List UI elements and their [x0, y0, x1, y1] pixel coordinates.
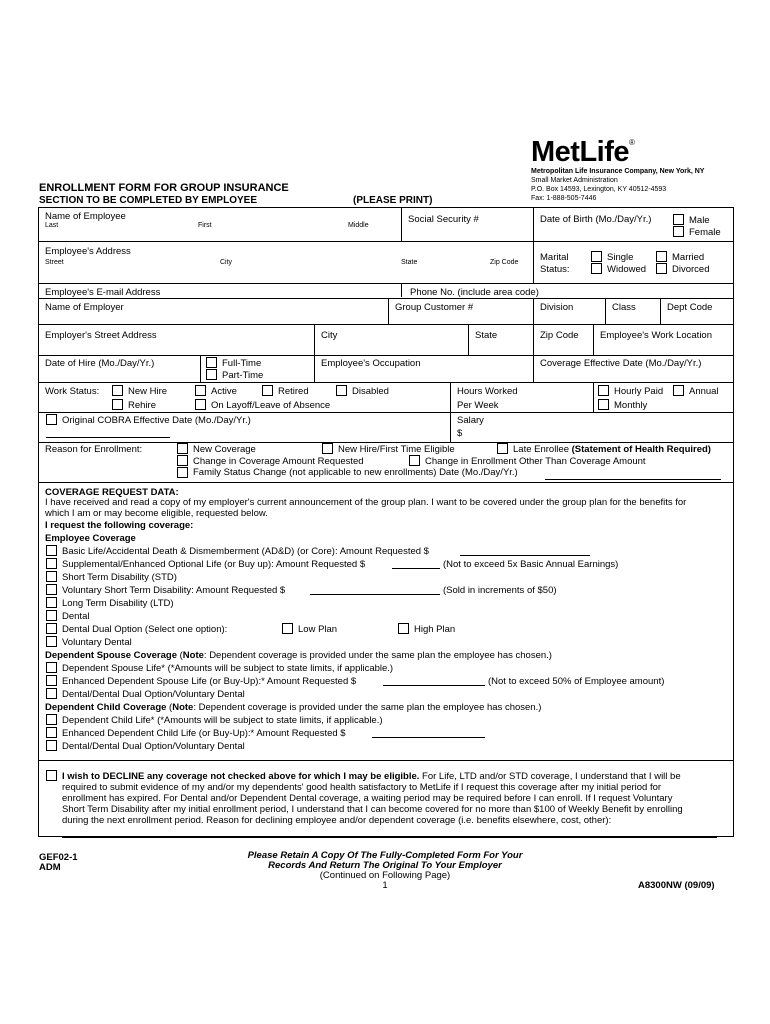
cobra-label: Original COBRA Effective Date (Mo./Day/Yr.)	[62, 415, 251, 426]
dept-label: Dept Code	[667, 302, 713, 313]
active-checkbox[interactable]	[195, 385, 206, 396]
street-label: Street	[45, 259, 64, 266]
supplemental-life-checkbox[interactable]	[46, 558, 57, 569]
layoff-checkbox[interactable]	[195, 399, 206, 410]
rehire-label: Rehire	[128, 400, 156, 411]
new-coverage-checkbox[interactable]	[177, 443, 188, 454]
layoff-label: On Layoff/Leave of Absence	[211, 400, 331, 411]
divorced-label: Divorced	[672, 264, 710, 275]
child-life-label: Dependent Child Life* (*Amounts will be subject to state limits, if applicable.)	[62, 715, 383, 726]
spouse-dental-label: Dental/Dental Dual Option/Voluntary Dental	[62, 689, 245, 700]
please-print: (PLEASE PRINT)	[353, 195, 433, 206]
family-status-checkbox[interactable]	[177, 467, 188, 478]
spouse-enhanced-label: Enhanced Dependent Spouse Life (or Buy-Up):* Amount Requested $	[62, 676, 357, 687]
company-fax: Fax: 1-888-505-7446	[531, 195, 597, 202]
dental-label: Dental	[62, 611, 90, 622]
dental-checkbox[interactable]	[46, 610, 57, 621]
middle-label: Middle	[348, 222, 369, 229]
new-hire-checkbox[interactable]	[112, 385, 123, 396]
continued-note: (Continued on Following Page)	[319, 870, 451, 881]
new-hire-first-label: New Hire/First Time Eligible	[338, 444, 455, 455]
late-enrollee-label: Late Enrollee (Statement of Health Required)	[513, 444, 711, 455]
group-label: Group Customer #	[395, 302, 474, 313]
reason-label: Reason for Enrollment:	[45, 444, 143, 455]
spouse-coverage-heading: Dependent Spouse Coverage (Note: Dependent coverage is provided under the same plan the employee has chosen.)	[45, 650, 552, 661]
coverage-heading: COVERAGE REQUEST DATA:	[45, 487, 179, 498]
spouse-enhanced-note: (Not to exceed 50% of Employee amount)	[488, 676, 665, 687]
low-plan-label: Low Plan	[298, 624, 338, 635]
per-week-label: Per Week	[457, 400, 499, 411]
high-plan-label: High Plan	[414, 624, 456, 635]
change-amount-label: Change in Coverage Amount Requested	[193, 456, 364, 467]
retired-checkbox[interactable]	[262, 385, 273, 396]
name-label: Name of Employee	[45, 211, 126, 222]
divorced-checkbox[interactable]	[656, 263, 667, 274]
hourly-label: Hourly Paid	[614, 386, 664, 397]
dob-label: Date of Birth (Mo./Day/Yr.)	[540, 214, 652, 225]
spouse-life-label: Dependent Spouse Life* (*Amounts will be subject to state limits, if applicable.)	[62, 663, 394, 674]
salary-label: Salary	[457, 415, 484, 426]
supplemental-life-note: (Not to exceed 5x Basic Annual Earnings)	[443, 559, 619, 570]
emp-state-label: State	[475, 330, 498, 341]
coverage-effective-label: Coverage Effective Date (Mo./Day/Yr.)	[540, 358, 702, 369]
change-enrollment-checkbox[interactable]	[409, 455, 420, 466]
active-label: Active	[211, 386, 237, 397]
emp-zip-label: Zip Code	[540, 330, 579, 341]
address-label: Employee's Address	[45, 246, 131, 257]
voluntary-std-note: (Sold in increments of $50)	[443, 585, 557, 596]
cobra-checkbox[interactable]	[46, 414, 57, 425]
fulltime-checkbox[interactable]	[206, 357, 217, 368]
decline-checkbox[interactable]	[46, 770, 57, 781]
child-dental-checkbox[interactable]	[46, 740, 57, 751]
form-code-2: ADM	[39, 862, 61, 873]
parttime-label: Part-Time	[222, 370, 264, 381]
late-enrollee-checkbox[interactable]	[497, 443, 508, 454]
spouse-dental-checkbox[interactable]	[46, 688, 57, 699]
disabled-label: Disabled	[352, 386, 389, 397]
spouse-enhanced-checkbox[interactable]	[46, 675, 57, 686]
ssn-label: Social Security #	[408, 214, 479, 225]
spouse-life-checkbox[interactable]	[46, 662, 57, 673]
dental-dual-label: Dental Dual Option (Select one option):	[62, 624, 228, 635]
dental-dual-checkbox[interactable]	[46, 623, 57, 634]
voluntary-dental-checkbox[interactable]	[46, 636, 57, 647]
widowed-checkbox[interactable]	[591, 263, 602, 274]
company-address: P.O. Box 14593, Lexington, KY 40512-4593	[531, 186, 667, 193]
coverage-request-label: I request the following coverage:	[45, 520, 194, 531]
fulltime-label: Full-Time	[222, 358, 262, 369]
form-number: A8300NW (09/09)	[638, 880, 715, 891]
child-life-checkbox[interactable]	[46, 714, 57, 725]
class-label: Class	[612, 302, 636, 313]
basic-life-label: Basic Life/Accidental Death & Dismemberment (AD&D) (or Core): Amount Requested $	[62, 546, 429, 557]
change-amount-checkbox[interactable]	[177, 455, 188, 466]
supplemental-life-label: Supplemental/Enhanced Optional Life (or Buy up): Amount Requested $	[62, 559, 366, 570]
monthly-checkbox[interactable]	[598, 399, 609, 410]
decline-line-4: Short Term Disability after my initial enrollment period, I understand that I can become covered for no more than $100 of Weekly Benefit by enrolling	[62, 804, 683, 815]
married-label: Married	[672, 252, 705, 263]
ltd-label: Long Term Disability (LTD)	[62, 598, 174, 609]
hourly-checkbox[interactable]	[598, 385, 609, 396]
male-label: Male	[689, 215, 710, 226]
metlife-logo: MetLife®	[531, 136, 635, 168]
decline-line-1: I wish to DECLINE any coverage not checked above for which I may be eligible. For Life, LTD and/or STD coverage, I understand that I will be	[62, 771, 681, 782]
annual-label: Annual	[689, 386, 719, 397]
email-label: Employee's E-mail Address	[45, 287, 161, 298]
city-label: City	[220, 259, 233, 266]
married-checkbox[interactable]	[656, 251, 667, 262]
form-title: ENROLLMENT FORM FOR GROUP INSURANCE	[39, 182, 289, 194]
retain-line-2: Records And Return The Original To Your Employer	[268, 860, 502, 871]
parttime-checkbox[interactable]	[206, 369, 217, 380]
low-plan-checkbox[interactable]	[282, 623, 293, 634]
employer-label: Name of Employer	[45, 302, 124, 313]
new-coverage-label: New Coverage	[193, 444, 256, 455]
division-label: Division	[540, 302, 574, 313]
occupation-label: Employee's Occupation	[321, 358, 421, 369]
single-checkbox[interactable]	[591, 251, 602, 262]
male-checkbox[interactable]	[673, 214, 684, 225]
voluntary-dental-label: Voluntary Dental	[62, 637, 132, 648]
zip-label: Zip Code	[490, 259, 519, 266]
basic-life-checkbox[interactable]	[46, 545, 57, 556]
employee-coverage-label: Employee Coverage	[45, 533, 136, 544]
form-code-1: GEF02-1	[39, 852, 78, 863]
female-label: Female	[689, 227, 721, 238]
phone-label: Phone No. (include area code)	[410, 287, 539, 298]
first-label: First	[198, 222, 212, 229]
page-number: 1	[382, 880, 388, 891]
decline-line-2: required to submit evidence of my and/or my dependents' good health satisfactory to MetLife if I request this coverage after my initial period for	[62, 782, 662, 793]
std-label: Short Term Disability (STD)	[62, 572, 177, 583]
work-status-label: Work Status:	[45, 386, 100, 397]
section-title: SECTION TO BE COMPLETED BY EMPLOYEE	[39, 195, 257, 206]
emp-city-label: City	[321, 330, 338, 341]
coverage-intro-2: which I am or may become eligible, requested below.	[45, 508, 268, 519]
child-dental-label: Dental/Dental Dual Option/Voluntary Dental	[62, 741, 245, 752]
widowed-label: Widowed	[607, 264, 647, 275]
decline-line-5: during the next enrollment period. Reason for declining employee and/or dependent coverage (i.e. benefits elsewhere, cost, other):	[62, 815, 612, 826]
work-location-label: Employee's Work Location	[600, 330, 712, 341]
last-label: Last	[45, 222, 59, 229]
female-checkbox[interactable]	[673, 226, 684, 237]
rehire-checkbox[interactable]	[112, 399, 123, 410]
salary-dollar: $	[457, 428, 463, 439]
voluntary-std-checkbox[interactable]	[46, 584, 57, 595]
child-enhanced-label: Enhanced Dependent Child Life (or Buy-Up):* Amount Requested $	[62, 728, 346, 739]
new-hire-label: New Hire	[128, 386, 168, 397]
std-checkbox[interactable]	[46, 571, 57, 582]
new-hire-first-checkbox[interactable]	[322, 443, 333, 454]
hours-worked-label: Hours Worked	[457, 386, 518, 397]
family-status-label: Family Status Change (not applicable to new enrollments) Date (Mo./Day/Yr.)	[193, 467, 518, 478]
ltd-checkbox[interactable]	[46, 597, 57, 608]
child-enhanced-checkbox[interactable]	[46, 727, 57, 738]
monthly-label: Monthly	[614, 400, 648, 411]
child-coverage-heading: Dependent Child Coverage (Note: Dependent coverage is provided under the same plan the employee has chosen.)	[45, 702, 542, 713]
disabled-checkbox[interactable]	[336, 385, 347, 396]
coverage-intro-1: I have received and read a copy of my employer's current announcement of the group plan. I want to be covered under the group plan for the benefits for	[45, 497, 687, 508]
decline-line-3: enrollment has expired. For Dental and/or Dependent Dental coverage, a waiting period may be required before I can enroll. If I request Voluntary	[62, 793, 673, 804]
retain-line-1: Please Retain A Copy Of The Fully-Completed Form For Your	[247, 850, 523, 861]
change-enrollment-label: Change in Enrollment Other Than Coverage Amount	[425, 456, 646, 467]
marital-label: Marital	[540, 252, 569, 263]
high-plan-checkbox[interactable]	[398, 623, 409, 634]
annual-checkbox[interactable]	[673, 385, 684, 396]
emp-street-label: Employer's Street Address	[45, 330, 157, 341]
company-name: Metropolitan Life Insurance Company, New York, NY	[531, 168, 705, 175]
state-label: State	[401, 259, 418, 266]
voluntary-std-label: Voluntary Short Term Disability: Amount Requested $	[62, 585, 286, 596]
status-label: Status:	[540, 264, 570, 275]
single-label: Single	[607, 252, 634, 263]
hire-date-label: Date of Hire (Mo./Day/Yr.)	[45, 358, 155, 369]
retired-label: Retired	[278, 386, 309, 397]
company-admin: Small Market Administration	[531, 177, 618, 184]
